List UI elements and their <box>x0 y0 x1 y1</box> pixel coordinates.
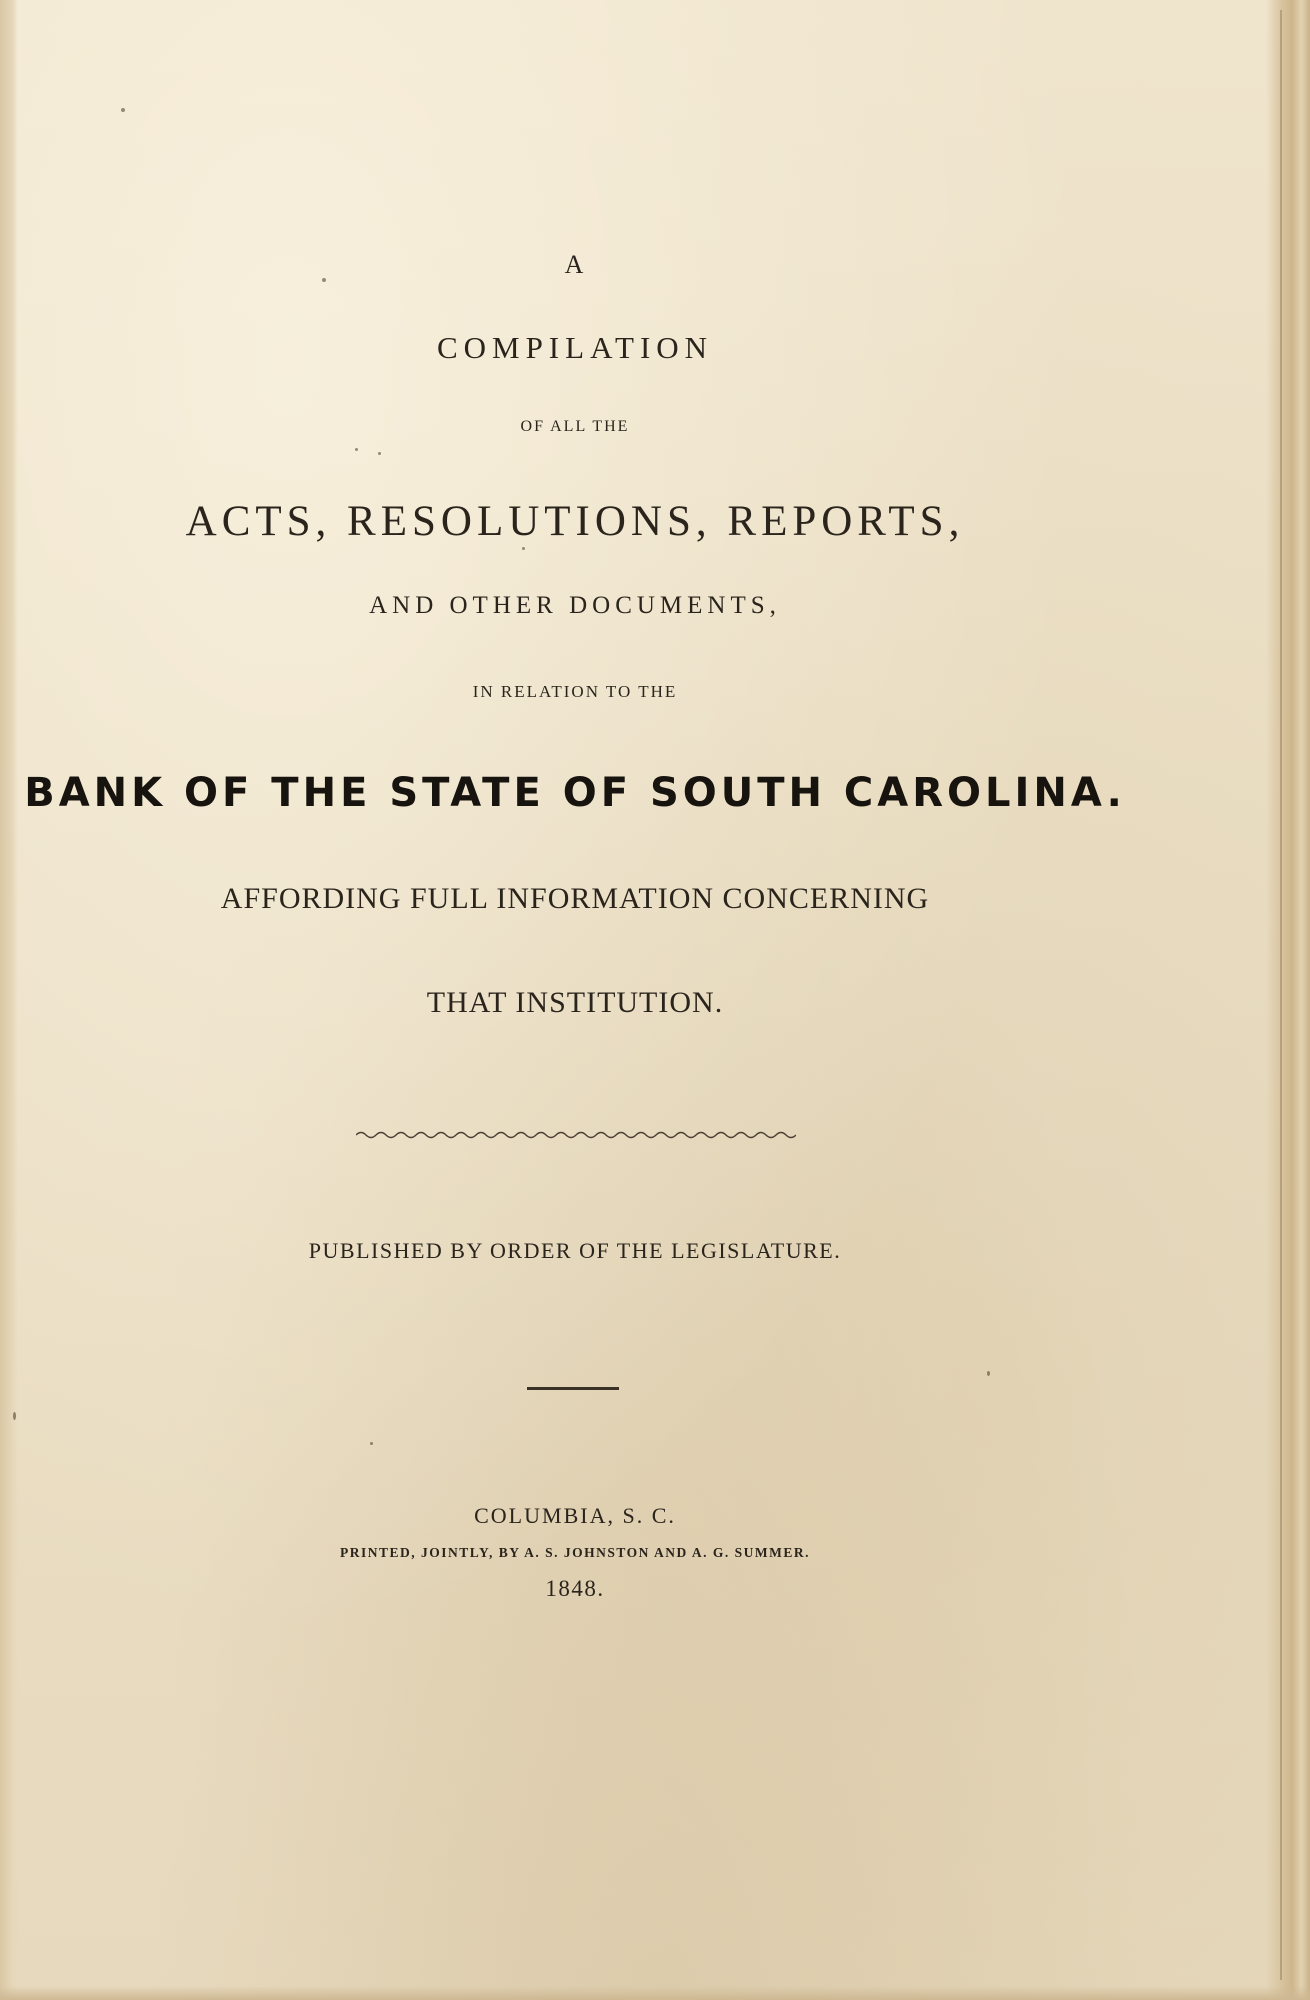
title-bank-name: BANK OF THE STATE OF SOUTH CAROLINA. <box>24 770 1126 816</box>
foxing-spot <box>378 452 381 455</box>
wavy-rule-ornament <box>356 1128 796 1142</box>
foxing-spot <box>355 448 358 451</box>
title-of-all-the: OF ALL THE <box>520 418 630 435</box>
title-compilation: COMPILATION <box>436 330 714 365</box>
page-fore-edge-line <box>1280 10 1282 1980</box>
imprint-year: 1848. <box>545 1576 605 1601</box>
imprint-printers: PRINTED, JOINTLY, BY A. S. JOHNSTON AND A. G. SUMMER. <box>339 1545 811 1560</box>
imprint-place: COLUMBIA, S. C. <box>474 1503 676 1528</box>
foxing-spot <box>370 1442 373 1445</box>
page-bottom-edge <box>0 1986 1310 2000</box>
title-article: A <box>564 250 586 279</box>
publisher-statement: PUBLISHED BY ORDER OF THE LEGISLATURE. <box>308 1238 842 1263</box>
foxing-spot <box>987 1371 990 1376</box>
page-right-edge <box>1266 0 1310 2000</box>
subtitle-institution: THAT INSTITUTION. <box>426 986 724 1019</box>
title-acts-resolutions-reports: ACTS, RESOLUTIONS, REPORTS, <box>185 498 965 545</box>
foxing-spot <box>13 1412 16 1420</box>
title-other-documents: AND OTHER DOCUMENTS, <box>369 592 781 619</box>
title-in-relation: IN RELATION TO THE <box>472 682 678 701</box>
foxing-spot <box>121 108 125 112</box>
foxing-spot <box>522 547 525 550</box>
subtitle-affording: AFFORDING FULL INFORMATION CONCERNING <box>220 882 930 915</box>
horizontal-rule <box>527 1387 619 1390</box>
